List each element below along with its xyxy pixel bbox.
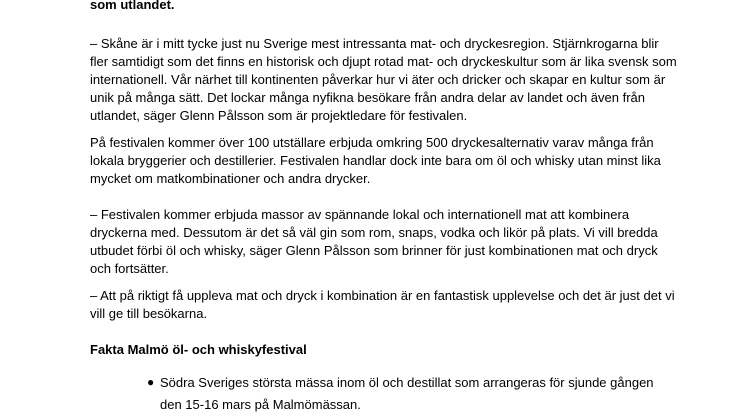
paragraph-line: – Festivalen kommer erbjuda massor av spännande lokal och internationell mat att kombinera	[90, 207, 630, 222]
paragraph-line: – Att på riktigt få uppleva mat och dryck i kombination är en fantastisk upplevelse och det är just det vi	[90, 288, 675, 303]
paragraph-line: och fortsätter.	[90, 261, 169, 276]
paragraph-line: fler samtidigt som det finns en historisk och djupt rotad mat- och dryckeskultur som är lika svensk som	[90, 54, 677, 69]
list-item-line: den 15-16 mars på Malmömässan.	[160, 397, 361, 412]
paragraph-line: På festivalen kommer över 100 utställare erbjuda omkring 500 dryckesalternativ varav många från	[90, 135, 654, 150]
paragraph-line: internationell. Vår närhet till kontinenten påverkar hur vi äter och dricker och skapar en kultur som är	[90, 72, 666, 87]
paragraph-line: unik på många sätt. Det lockar många nyfikna besökare från andra delar av landet och även från	[90, 90, 645, 105]
paragraph-line: utlandet, säger Glenn Pålsson som är projektledare för festivalen.	[90, 108, 468, 123]
list-item-line: Södra Sveriges största mässa inom öl och destillat som arrangeras för sjunde gången	[160, 375, 654, 390]
facts-heading: Fakta Malmö öl- och whiskyfestival	[90, 342, 307, 357]
paragraph-line: mycket om matkombinationer och andra drycker.	[90, 171, 371, 186]
paragraph-line: lokala bryggerier och destillerier. Festivalen handlar dock inte bara om öl och whisky utan minst lika	[90, 153, 661, 168]
paragraph-line: – Skåne är i mitt tycke just nu Sverige mest intressanta mat- och dryckesregion. Stjärnkrogarna blir	[90, 36, 659, 51]
paragraph-line: dryckerna med. Dessutom är det så väl gin som rom, snaps, vodka och likör på plats. Vi vill bredda	[90, 225, 658, 240]
heading-continuation: som utlandet.	[90, 0, 175, 12]
paragraph-line: vill ge till besökarna.	[90, 306, 208, 321]
paragraph-line: utbudet förbi öl och whisky, säger Glenn Pålsson som brinner för just kombinationen mat och dryck	[90, 243, 658, 258]
bullet-icon: ●	[147, 375, 155, 389]
